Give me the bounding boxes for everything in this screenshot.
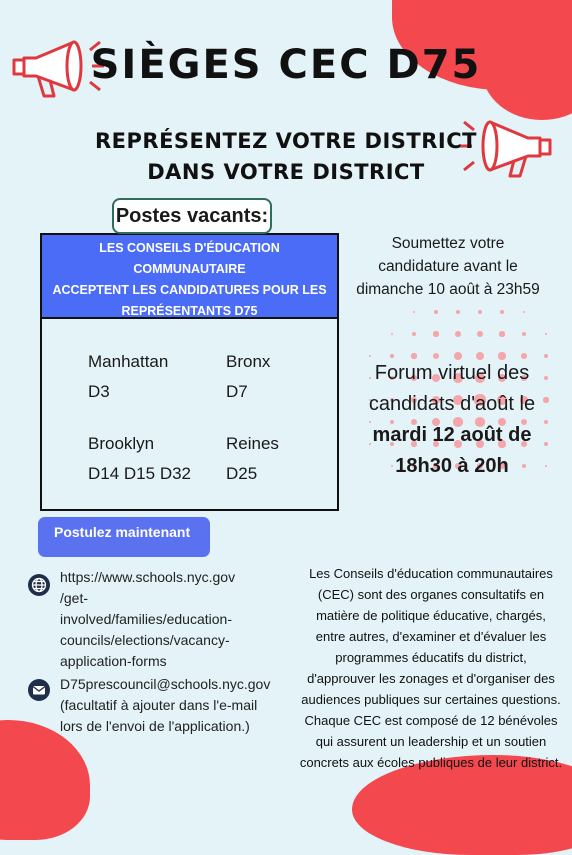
district-seats: D25: [226, 464, 258, 483]
mail-icon: [28, 679, 50, 701]
decorative-dot: [522, 332, 526, 336]
decorative-dot: [433, 331, 438, 336]
description-line: d'approuver les zonages et d'organiser des: [307, 671, 555, 686]
description-line: entre autres, d'examiner et d'évaluer les: [315, 629, 547, 644]
website-line: https://www.schools.nyc.gov: [60, 569, 236, 585]
page-subtitle: [0, 126, 572, 188]
decorative-dot: [477, 331, 483, 337]
apply-now-button[interactable]: Postulez maintenant: [38, 517, 210, 557]
subtitle-line: DANS VOTRE DISTRICT: [147, 160, 425, 184]
subtitle-line: REPRÉSENTEZ VOTRE DISTRICT: [95, 129, 477, 153]
district-manhattan: [88, 347, 168, 407]
decorative-dot: [412, 332, 416, 336]
borough-name: Brooklyn: [88, 434, 155, 453]
notice-line: REPRÉSENTANTS D75: [121, 304, 258, 318]
description-line: audiences publiques sur certaines questions.: [301, 692, 561, 707]
deadline-line: dimanche 10 août à 23h59: [356, 281, 540, 298]
vacancies-badge: Postes vacants:: [112, 198, 272, 234]
borough-name: Bronx: [226, 352, 271, 371]
borough-name: Manhattan: [88, 352, 169, 371]
description-line: programmes éducatifs du district,: [335, 650, 527, 665]
forum-line: Forum virtuel des: [374, 362, 530, 384]
email-section: [60, 674, 290, 737]
decorative-dot: [523, 311, 526, 314]
forum-info: [344, 358, 560, 482]
vacancies-box: [40, 233, 339, 511]
website-line: involved/families/education-: [60, 611, 232, 627]
description-line: matière de politique éducative, chargés,: [316, 608, 546, 623]
district-seats: D14 D15 D32: [88, 464, 192, 483]
decorative-dot: [391, 333, 394, 336]
forum-time: 18h30 à 20h: [395, 455, 509, 477]
website-line: councils/elections/vacancy-: [60, 632, 230, 648]
forum-line: candidats d'août le: [368, 393, 536, 415]
decorative-dot: [456, 310, 460, 314]
cec-description: [295, 563, 567, 773]
decorative-dot: [499, 331, 504, 336]
description-line: Chaque CEC est composé de 12 bénévoles: [304, 713, 558, 728]
description-line: Les Conseils d'éducation communautaires: [309, 566, 553, 581]
decorative-dot: [545, 333, 548, 336]
deadline-text: [338, 232, 558, 301]
decorative-dot: [413, 311, 416, 314]
decorative-dot: [455, 331, 461, 337]
notice-line: LES CONSEILS D'ÉDUCATION COMMUNAUTAIRE: [99, 241, 280, 276]
description-line: (CEC) sont des organes consultatifs en: [317, 587, 545, 602]
email-note: (facultatif à ajouter dans l'e-mail: [60, 697, 258, 713]
district-seats: D3: [88, 382, 110, 401]
deadline-line: Soumettez votre: [391, 235, 505, 252]
website-line: /get-: [60, 590, 89, 606]
decorative-dot: [478, 310, 482, 314]
description-line: concrets aux écoles publiques de leur district.: [299, 755, 563, 770]
email-link[interactable]: D75prescouncil@schools.nyc.gov: [60, 676, 271, 692]
district-bronx: [226, 347, 270, 407]
decorative-dot: [434, 310, 437, 313]
district-seats: D7: [226, 382, 248, 401]
decorative-dot: [500, 310, 503, 313]
deadline-line: candidature avant le: [378, 258, 518, 275]
description-line: qui assurent un leadership et un soutien: [315, 734, 547, 749]
district-brooklyn: [88, 429, 191, 489]
vacancies-notice: [42, 235, 337, 319]
notice-line: ACCEPTENT LES CANDIDATURES POUR LES: [52, 283, 327, 297]
website-link[interactable]: [60, 567, 285, 672]
decorative-dot: [369, 355, 371, 357]
borough-name: Reines: [226, 434, 279, 453]
page-title: SIÈGES CEC D75: [90, 42, 482, 88]
forum-date: mardi 12 août de: [372, 424, 532, 446]
district-queens: [226, 429, 279, 489]
website-line: application-forms: [60, 653, 167, 669]
email-note: lors de l'envoi de l'application.): [60, 718, 250, 734]
globe-icon: [28, 574, 50, 596]
